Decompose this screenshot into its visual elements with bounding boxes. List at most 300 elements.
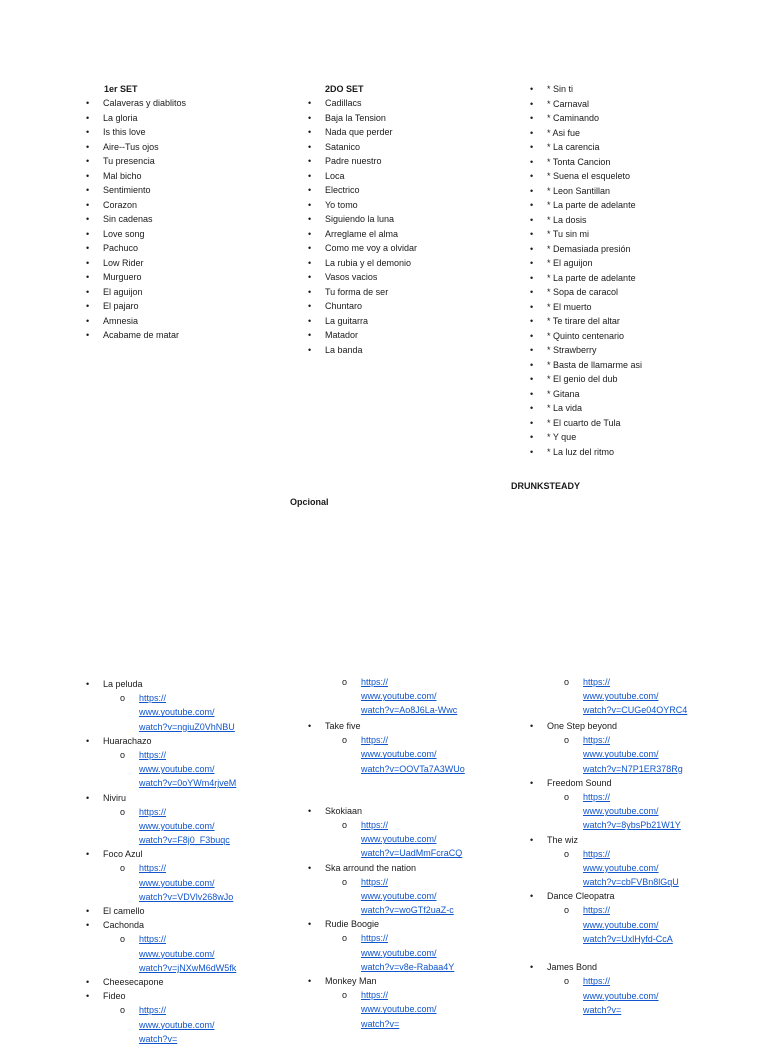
bullet-icon: • bbox=[530, 316, 534, 326]
youtube-link[interactable]: watch?v=UxlHyfd-CcA bbox=[583, 933, 673, 944]
bullet-icon: • bbox=[308, 344, 312, 355]
video-song-title: One Step beyond bbox=[547, 721, 618, 731]
youtube-link[interactable]: https:// bbox=[139, 934, 167, 945]
song-title: * La carencia bbox=[547, 142, 600, 152]
bullet-icon: • bbox=[86, 735, 90, 746]
song-title: Aire--Tus ojos bbox=[103, 141, 159, 152]
youtube-link[interactable]: www.youtube.com/ bbox=[583, 990, 659, 1001]
youtube-link[interactable]: watch?v= bbox=[361, 1018, 400, 1029]
circle-bullet-icon: o bbox=[564, 677, 570, 687]
song-title: Vasos vacios bbox=[325, 272, 378, 282]
set-1-list bbox=[86, 96, 187, 343]
song-title: Murguero bbox=[103, 272, 142, 282]
song-item bbox=[530, 401, 642, 416]
bullet-icon: • bbox=[530, 287, 534, 297]
bullet-icon: • bbox=[530, 113, 534, 123]
bullet-icon: • bbox=[86, 315, 90, 326]
bullet-icon: • bbox=[86, 127, 90, 137]
bullet-icon: • bbox=[308, 862, 312, 873]
song-item bbox=[530, 329, 642, 344]
song-title: * Te tirare del altar bbox=[547, 316, 620, 326]
circle-bullet-icon: o bbox=[564, 791, 570, 802]
bullet-icon: • bbox=[308, 272, 312, 282]
video-item bbox=[530, 960, 683, 1017]
youtube-link[interactable]: watch?v=cbFVBn8lGqU bbox=[583, 877, 679, 888]
bullet-icon: • bbox=[308, 98, 312, 108]
circle-bullet-icon: o bbox=[342, 990, 348, 1001]
opcional-label: Opcional bbox=[290, 497, 329, 507]
song-item bbox=[308, 227, 417, 242]
song-item bbox=[530, 285, 642, 300]
song-item bbox=[308, 198, 417, 213]
video-song-title: Cheesecapone bbox=[103, 976, 164, 987]
bullet-icon: • bbox=[530, 156, 534, 167]
youtube-link[interactable]: watch?v=OOVTa7A3WUo bbox=[361, 763, 465, 774]
youtube-link[interactable]: www.youtube.com/ bbox=[139, 948, 215, 959]
song-item bbox=[86, 125, 186, 140]
song-title: La rubia y el demonio bbox=[325, 257, 412, 268]
song-item bbox=[530, 126, 642, 141]
song-item bbox=[308, 314, 417, 329]
song-title: Tu forma de ser bbox=[325, 286, 389, 297]
song-title: * Suena el esqueleto bbox=[547, 171, 631, 181]
bullet-icon: • bbox=[308, 301, 312, 311]
video-item bbox=[86, 791, 236, 848]
bullet-icon: • bbox=[86, 849, 90, 860]
youtube-link[interactable]: https:// bbox=[139, 693, 167, 704]
song-title: * Demasiada presión bbox=[547, 243, 631, 254]
bullet-icon: • bbox=[86, 286, 90, 297]
song-item bbox=[86, 299, 186, 314]
circle-bullet-icon: o bbox=[120, 1005, 126, 1016]
song-title: * Asi fue bbox=[547, 127, 581, 138]
song-title: Satanico bbox=[325, 141, 361, 152]
bullet-icon: • bbox=[530, 403, 534, 413]
song-item bbox=[86, 169, 186, 184]
bullet-icon: • bbox=[86, 112, 90, 123]
video-song-title: Cachonda bbox=[103, 920, 145, 931]
bullet-icon: • bbox=[308, 112, 312, 123]
song-item bbox=[308, 125, 417, 140]
bullet-icon: • bbox=[86, 228, 90, 239]
spacer bbox=[547, 946, 683, 960]
youtube-link[interactable]: https:// bbox=[583, 791, 611, 802]
video-song-title: Dance Cleopatra bbox=[547, 891, 615, 902]
circle-bullet-icon: o bbox=[342, 933, 348, 944]
song-item bbox=[86, 314, 186, 329]
bullet-icon: • bbox=[530, 777, 534, 788]
song-title: Chuntaro bbox=[325, 301, 363, 311]
circle-bullet-icon: o bbox=[564, 848, 570, 859]
video-item bbox=[530, 719, 683, 776]
bullet-icon: • bbox=[86, 156, 90, 166]
video-list-2-top bbox=[325, 677, 457, 720]
bullet-icon: • bbox=[530, 214, 534, 225]
youtube-link[interactable]: www.youtube.com/ bbox=[361, 890, 437, 901]
video-song-title: The wiz bbox=[547, 834, 579, 845]
song-item bbox=[308, 299, 417, 314]
video-list-2 bbox=[308, 719, 465, 1031]
bullet-icon: • bbox=[308, 286, 312, 297]
song-title: * Sin ti bbox=[547, 84, 574, 94]
youtube-link[interactable]: www.youtube.com/ bbox=[583, 691, 659, 702]
youtube-link[interactable]: www.youtube.com/ bbox=[139, 764, 215, 775]
video-song-title: James Bond bbox=[547, 962, 598, 973]
song-item bbox=[308, 285, 417, 300]
song-title: Nada que perder bbox=[325, 127, 393, 137]
song-title: Padre nuestro bbox=[325, 156, 382, 166]
video-song-title: Niviru bbox=[103, 792, 127, 803]
youtube-link[interactable]: watch?v= bbox=[139, 1033, 178, 1044]
song-title: Love song bbox=[103, 228, 145, 239]
bullet-icon: • bbox=[530, 374, 534, 384]
song-title: Sentimiento bbox=[103, 185, 151, 195]
song-item bbox=[530, 184, 642, 199]
bullet-icon: • bbox=[530, 388, 534, 399]
song-item bbox=[308, 183, 417, 198]
bullet-icon: • bbox=[86, 141, 90, 152]
video-song-title: Freedom Sound bbox=[547, 777, 612, 788]
set-1-title: 1er SET bbox=[104, 84, 138, 94]
song-item bbox=[308, 270, 417, 285]
song-title: * Quinto centenario bbox=[547, 330, 625, 341]
song-title: Electrico bbox=[325, 185, 360, 195]
youtube-link[interactable]: https:// bbox=[583, 735, 611, 746]
song-item bbox=[530, 198, 642, 213]
song-title: La banda bbox=[325, 344, 363, 355]
youtube-link[interactable]: https:// bbox=[583, 677, 611, 687]
song-item bbox=[530, 256, 642, 271]
circle-bullet-icon: o bbox=[342, 819, 348, 830]
video-item bbox=[308, 804, 465, 861]
song-item bbox=[86, 212, 186, 227]
song-item bbox=[86, 285, 186, 300]
song-title: * Y que bbox=[547, 432, 577, 442]
youtube-link[interactable]: https:// bbox=[361, 876, 389, 887]
bullet-icon: • bbox=[86, 257, 90, 268]
song-item bbox=[530, 155, 642, 170]
song-title: * Carnaval bbox=[547, 98, 590, 109]
bullet-icon: • bbox=[308, 721, 312, 731]
drunksteady-label: DRUNKSTEADY bbox=[511, 481, 581, 491]
bullet-icon: • bbox=[530, 142, 534, 152]
video-item bbox=[308, 974, 465, 1031]
bullet-icon: • bbox=[86, 301, 90, 311]
youtube-link[interactable]: www.youtube.com/ bbox=[361, 1004, 437, 1015]
song-title: * Strawberry bbox=[547, 345, 597, 355]
video-list-1 bbox=[86, 677, 237, 1046]
video-item bbox=[530, 833, 683, 890]
bullet-icon: • bbox=[86, 792, 90, 803]
song-item bbox=[308, 169, 417, 184]
youtube-link[interactable]: watch?v=jNXwM6dW5fk bbox=[139, 962, 237, 973]
bullet-icon: • bbox=[86, 185, 90, 195]
youtube-link[interactable]: https:// bbox=[361, 933, 389, 944]
video-item bbox=[308, 719, 465, 776]
bullet-icon: • bbox=[308, 127, 312, 137]
song-item bbox=[308, 328, 417, 343]
song-title: * Sopa de caracol bbox=[547, 287, 619, 297]
video-item bbox=[86, 847, 236, 904]
youtube-link[interactable]: watch?v=woGTf2uaZ-c bbox=[361, 905, 454, 916]
youtube-link[interactable]: https:// bbox=[139, 863, 167, 874]
youtube-link[interactable]: https:// bbox=[583, 976, 611, 987]
song-item bbox=[86, 198, 186, 213]
youtube-link[interactable]: watch?v=CUGe04OYRC4 bbox=[583, 705, 688, 716]
song-title: Mal bicho bbox=[103, 170, 142, 181]
bullet-icon: • bbox=[530, 891, 534, 902]
bullet-icon: • bbox=[86, 920, 90, 931]
song-item bbox=[86, 256, 186, 271]
bullet-icon: • bbox=[530, 229, 534, 239]
song-title: * El aguijon bbox=[547, 258, 593, 268]
song-item bbox=[308, 241, 418, 256]
song-title: Yo tomo bbox=[325, 199, 358, 210]
song-item bbox=[530, 213, 642, 228]
circle-bullet-icon: o bbox=[564, 735, 570, 746]
song-item bbox=[530, 82, 642, 97]
video-item bbox=[86, 918, 237, 975]
song-title: Cadillacs bbox=[325, 98, 362, 108]
bullet-icon: • bbox=[530, 330, 534, 341]
song-title: Is this love bbox=[103, 127, 146, 137]
video-song-title: Rudie Boogie bbox=[325, 919, 380, 930]
song-title: * La parte de adelante bbox=[547, 200, 636, 210]
youtube-link[interactable]: https:// bbox=[361, 735, 389, 746]
song-title: * El cuarto de Tula bbox=[547, 417, 621, 428]
bullet-icon: • bbox=[530, 258, 534, 268]
bullet-icon: • bbox=[530, 185, 534, 196]
song-title: * La vida bbox=[547, 403, 583, 413]
bullet-icon: • bbox=[86, 991, 90, 1002]
youtube-link[interactable]: www.youtube.com/ bbox=[583, 919, 659, 930]
youtube-link[interactable]: https:// bbox=[361, 677, 389, 687]
set-3-list bbox=[530, 82, 643, 459]
song-item bbox=[308, 212, 417, 227]
song-item bbox=[86, 140, 186, 155]
circle-bullet-icon: o bbox=[120, 863, 126, 874]
youtube-link[interactable]: watch?v= bbox=[583, 1004, 622, 1015]
youtube-link[interactable]: www.youtube.com/ bbox=[583, 806, 659, 817]
bullet-icon: • bbox=[86, 170, 90, 181]
song-title: Amnesia bbox=[103, 315, 139, 326]
song-item bbox=[530, 416, 642, 431]
video-item bbox=[86, 904, 236, 918]
youtube-link[interactable]: www.youtube.com/ bbox=[361, 691, 437, 702]
bullet-icon: • bbox=[530, 98, 534, 109]
video-item bbox=[308, 861, 465, 918]
song-item bbox=[530, 227, 642, 242]
song-item bbox=[530, 343, 642, 358]
song-title: Low Rider bbox=[103, 257, 144, 268]
spacer bbox=[325, 776, 465, 804]
song-item bbox=[86, 241, 186, 256]
song-title: * Basta de llamarme asi bbox=[547, 359, 643, 370]
bullet-icon: • bbox=[86, 243, 90, 253]
bullet-icon: • bbox=[530, 301, 534, 312]
bullet-icon: • bbox=[530, 417, 534, 428]
bullet-icon: • bbox=[530, 243, 534, 254]
bullet-icon: • bbox=[308, 214, 312, 224]
circle-bullet-icon: o bbox=[120, 806, 126, 817]
song-item bbox=[86, 270, 186, 285]
video-item bbox=[530, 889, 683, 946]
song-title: * La dosis bbox=[547, 214, 587, 225]
video-song-title: Fideo bbox=[103, 991, 126, 1002]
bullet-icon: • bbox=[530, 359, 534, 370]
song-title: Matador bbox=[325, 330, 359, 340]
song-title: * Tonta Cancion bbox=[547, 156, 611, 167]
bullet-icon: • bbox=[530, 962, 534, 973]
song-item bbox=[86, 183, 186, 198]
youtube-link[interactable]: www.youtube.com/ bbox=[583, 749, 659, 760]
song-title: * La parte de adelante bbox=[547, 272, 636, 283]
song-title: Calaveras y diablitos bbox=[103, 98, 187, 108]
video-song-title: Ska arround the nation bbox=[325, 862, 417, 873]
song-title: Sin cadenas bbox=[103, 214, 153, 224]
bullet-icon: • bbox=[86, 679, 90, 689]
video-song-title: Skokiaan bbox=[325, 805, 363, 816]
youtube-link[interactable]: watch?v=0oYWm4rjveM bbox=[139, 778, 237, 789]
video-list-3 bbox=[530, 719, 683, 1017]
song-item bbox=[86, 328, 186, 343]
song-item bbox=[530, 271, 642, 286]
bullet-icon: • bbox=[530, 84, 534, 94]
video-item bbox=[530, 776, 683, 833]
youtube-link[interactable]: www.youtube.com/ bbox=[139, 707, 215, 718]
song-item bbox=[530, 300, 642, 315]
song-item bbox=[308, 111, 417, 126]
youtube-link[interactable]: www.youtube.com/ bbox=[583, 862, 659, 873]
bullet-icon: • bbox=[86, 199, 90, 210]
video-song-title: El camello bbox=[103, 906, 145, 916]
bullet-icon: • bbox=[530, 345, 534, 355]
bullet-icon: • bbox=[530, 171, 534, 181]
song-item bbox=[530, 242, 642, 257]
video-song-title: Monkey Man bbox=[325, 976, 377, 986]
song-title: * El muerto bbox=[547, 301, 592, 312]
song-item bbox=[86, 154, 186, 169]
bullet-icon: • bbox=[86, 272, 90, 282]
video-song-title: Take five bbox=[325, 721, 361, 731]
song-item bbox=[86, 111, 186, 126]
youtube-link[interactable]: watch?v=F8j0_F3buqc bbox=[139, 835, 230, 846]
bullet-icon: • bbox=[530, 446, 534, 457]
song-title: Corazon bbox=[103, 199, 138, 210]
youtube-link[interactable]: watch?v=ngiuZ0VhNBU bbox=[139, 721, 235, 732]
bullet-icon: • bbox=[308, 315, 312, 326]
song-item bbox=[308, 140, 417, 155]
youtube-link[interactable]: www.youtube.com/ bbox=[361, 834, 437, 845]
video-item bbox=[86, 677, 236, 734]
youtube-link[interactable]: watch?v=N7P1ER378Rg bbox=[583, 763, 683, 774]
song-title: * El genio del dub bbox=[547, 374, 618, 384]
song-item bbox=[530, 314, 642, 329]
set-2-list bbox=[308, 96, 418, 357]
song-item bbox=[308, 256, 417, 271]
bullet-icon: • bbox=[86, 214, 90, 224]
song-item bbox=[530, 372, 642, 387]
video-item bbox=[86, 989, 236, 1046]
youtube-link[interactable]: watch?v=VDVlv268wJo bbox=[139, 891, 234, 902]
bullet-icon: • bbox=[308, 243, 312, 253]
song-title: Baja la Tension bbox=[325, 112, 386, 123]
song-title: Acabame de matar bbox=[103, 330, 180, 340]
video-list-3-top bbox=[547, 677, 687, 720]
youtube-link[interactable]: www.youtube.com/ bbox=[139, 820, 215, 831]
song-item bbox=[530, 387, 642, 402]
song-title: Siguiendo la luna bbox=[325, 214, 395, 224]
song-item bbox=[308, 96, 417, 111]
youtube-link[interactable]: www.youtube.com/ bbox=[139, 1019, 215, 1030]
bullet-icon: • bbox=[86, 976, 90, 987]
song-title: * Tu sin mi bbox=[547, 229, 590, 239]
circle-bullet-icon: o bbox=[342, 876, 348, 887]
bullet-icon: • bbox=[308, 199, 312, 210]
youtube-link[interactable]: https:// bbox=[583, 848, 611, 859]
youtube-link[interactable]: www.youtube.com/ bbox=[139, 877, 215, 888]
song-title: Pachuco bbox=[103, 243, 139, 253]
song-item bbox=[308, 343, 417, 358]
circle-bullet-icon: o bbox=[564, 905, 570, 916]
bullet-icon: • bbox=[86, 330, 90, 340]
youtube-link[interactable]: https:// bbox=[139, 806, 167, 817]
bullet-icon: • bbox=[308, 257, 312, 268]
video-song-title: Huarachazo bbox=[103, 735, 152, 746]
youtube-link[interactable]: watch?v=UadMmFcraCQ bbox=[361, 848, 463, 859]
song-title: El aguijon bbox=[103, 286, 143, 297]
song-item bbox=[530, 430, 642, 445]
circle-bullet-icon: o bbox=[342, 735, 348, 746]
bullet-icon: • bbox=[530, 272, 534, 283]
youtube-link[interactable]: www.youtube.com/ bbox=[361, 749, 437, 760]
song-item bbox=[86, 96, 187, 111]
youtube-link[interactable]: https:// bbox=[583, 905, 611, 916]
bullet-icon: • bbox=[308, 919, 312, 930]
bullet-icon: • bbox=[308, 170, 312, 181]
song-title: Tu presencia bbox=[103, 156, 155, 166]
song-item bbox=[308, 154, 417, 169]
song-item bbox=[530, 111, 642, 126]
youtube-link[interactable]: https:// bbox=[361, 990, 389, 1001]
bullet-icon: • bbox=[86, 906, 90, 916]
song-title: La guitarra bbox=[325, 315, 369, 326]
song-title: El pajaro bbox=[103, 301, 139, 311]
video-song-title: Foco Azul bbox=[103, 849, 143, 860]
song-title: * Caminando bbox=[547, 113, 600, 123]
song-item bbox=[530, 445, 642, 460]
bullet-icon: • bbox=[308, 185, 312, 195]
bullet-icon: • bbox=[86, 98, 90, 108]
youtube-link[interactable]: www.youtube.com/ bbox=[361, 947, 437, 958]
bullet-icon: • bbox=[308, 805, 312, 816]
song-item bbox=[530, 97, 642, 112]
song-title: Como me voy a olvidar bbox=[325, 243, 418, 253]
circle-bullet-icon: o bbox=[342, 677, 348, 687]
youtube-link[interactable]: https:// bbox=[361, 819, 389, 830]
youtube-link[interactable]: watch?v=Ao8J6La-Wwc bbox=[361, 705, 458, 716]
bullet-icon: • bbox=[308, 330, 312, 340]
circle-bullet-icon: o bbox=[120, 693, 126, 704]
bullet-icon: • bbox=[530, 834, 534, 845]
youtube-link[interactable]: https:// bbox=[139, 749, 167, 760]
youtube-link[interactable]: https:// bbox=[139, 1005, 167, 1016]
bullet-icon: • bbox=[530, 127, 534, 138]
video-song-title: La peluda bbox=[103, 679, 143, 689]
youtube-link[interactable]: watch?v=v8e-Rabaa4Y bbox=[361, 961, 455, 972]
circle-bullet-icon: o bbox=[564, 976, 570, 987]
youtube-link[interactable]: watch?v=8ybsPb21W1Y bbox=[583, 820, 681, 831]
